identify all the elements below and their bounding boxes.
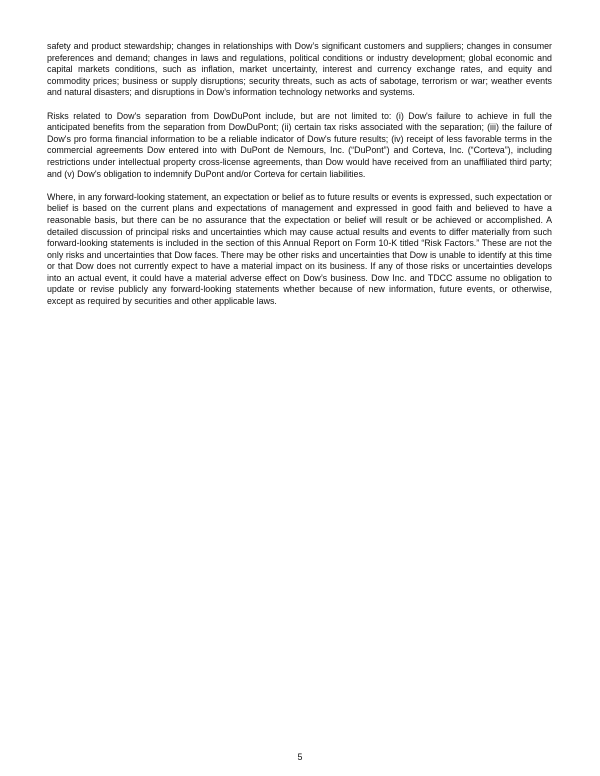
paragraph-risk-factors-continued: safety and product stewardship; changes in relationships with Dow’s significant customers and suppliers; changes in consumer preferences and demand; changes in laws and regulations, political conditions or industry development; global economic and capital markets conditions, such as inflation, market uncertainty, interest and currency exchange rates, and equity and commodity prices; business or supply disruptions; security threats, such as acts of sabotage, terrorism or war; weather events and natural disasters; and disruptions in Dow’s information technology networks and systems. [47,41,552,98]
paragraph-forward-looking-disclaimer: Where, in any forward-looking statement, an expectation or belief as to future results or events is expressed, such expectation or belief is based on the current plans and expectations of management and expressed in good faith and believed to have a reasonable basis, but there can be no assurance that the expectation or belief will result or be achieved or accomplished. A detailed discussion of principal risks and uncertainties which may cause actual results and events to differ materially from such forward-looking statements is included in the section of this Annual Report on Form 10-K titled “Risk Factors.” These are not the only risks and uncertainties that Dow faces. There may be other risks and uncertainties that Dow is unable to identify at this time or that Dow does not currently expect to have a material impact on its business. If any of those risks or uncertainties develops into an actual event, it could have a material adverse effect on Dow’s business. Dow Inc. and TDCC assume no obligation to update or revise publicly any forward-looking statements whether because of new information, future events, or otherwise, except as required by securities and other applicable laws. [47,191,552,307]
paragraph-separation-risks: Risks related to Dow's separation from DowDuPont include, but are not limited to: (i) Dow's failure to achieve in full the anticipated benefits from the separation from DowDuPont; (ii) certain tax risks associated with the separation; (iii) the failure of Dow's pro forma financial information to be a reliable indicator of Dow's future results; (iv) receipt of less favorable terms in the commercial agreements Dow entered into with DuPont de Nemours, Inc. (“DuPont”) and Corteva, Inc. (“Corteva”), including restrictions under intellectual property cross-license agreements, than Dow would have received from an unaffiliated third party; and (v) Dow's obligation to indemnify DuPont and/or Corteva for certain liabilities. [47,110,552,179]
page-number: 5 [297,752,303,762]
document-body [47,41,552,319]
